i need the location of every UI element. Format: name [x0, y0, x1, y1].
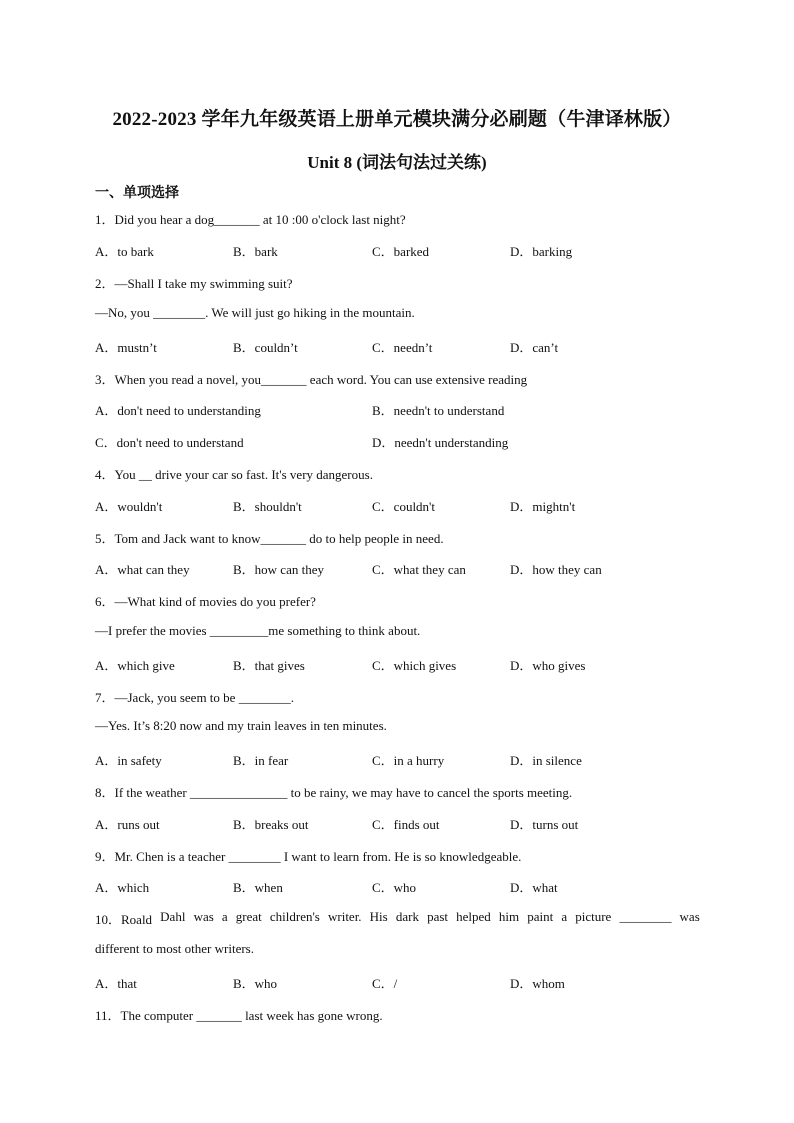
- question-4-option-b[interactable]: B．shouldn't: [233, 499, 302, 514]
- question-1-option-b[interactable]: B．bark: [233, 244, 278, 259]
- question-9-option-b[interactable]: B．when: [233, 880, 283, 895]
- stem-word: children's: [269, 909, 320, 924]
- question-9-option-a[interactable]: A．which: [95, 880, 150, 895]
- stem-word: him: [498, 909, 520, 924]
- section-heading: 一、单项选择: [95, 185, 179, 201]
- stem-word: picture: [575, 909, 612, 924]
- question-1-option-c[interactable]: C．barked: [372, 244, 430, 259]
- question-10-stem: [95, 909, 700, 928]
- stem-word: was: [193, 909, 214, 924]
- question-4-option-a[interactable]: A．wouldn't: [95, 499, 163, 514]
- question-10-option-c[interactable]: C．/: [372, 976, 398, 991]
- question-2-option-b[interactable]: B．couldn’t: [233, 340, 298, 355]
- question-6-option-c[interactable]: C．which gives: [372, 658, 457, 673]
- question-2-response: —No, you ________. We will just go hiking in the mountain.: [95, 305, 415, 320]
- question-7-option-a[interactable]: A．in safety: [95, 753, 162, 768]
- question-9-stem: 9．Mr. Chen is a teacher ________ I want to learn from. He is so knowledgeable.: [95, 849, 522, 864]
- question-6-response: —I prefer the movies _________me something to think about.: [95, 623, 421, 638]
- question-7-option-b[interactable]: B．in fear: [233, 753, 289, 768]
- question-7-option-c[interactable]: C．in a hurry: [372, 753, 445, 768]
- question-6-option-a[interactable]: A．which give: [95, 658, 175, 673]
- question-6-option-d[interactable]: D．who gives: [510, 658, 586, 673]
- question-3-option-b[interactable]: B．needn't to understand: [372, 403, 505, 418]
- question-7-response: —Yes. It’s 8:20 now and my train leaves in ten minutes.: [95, 718, 387, 733]
- answer-blank: ________: [619, 909, 672, 924]
- question-1-stem: 1．Did you hear a dog_______ at 10 :00 o'clock last night?: [95, 212, 406, 227]
- document-subtitle: Unit 8 (词法句法过关练): [307, 153, 487, 172]
- stem-word: past: [427, 909, 449, 924]
- question-2-option-a[interactable]: A．mustn’t: [95, 340, 157, 355]
- document-title: 2022-2023 学年九年级英语上册单元模块满分必刷题（牛津译林版）: [112, 109, 682, 130]
- question-4-option-d[interactable]: D．mightn't: [510, 499, 576, 514]
- stem-word: was: [679, 909, 700, 924]
- question-8-option-a[interactable]: A．runs out: [95, 817, 160, 832]
- question-9-option-d[interactable]: D．what: [510, 880, 558, 895]
- question-10-option-a[interactable]: A．that: [95, 976, 137, 991]
- question-7-stem: 7．—Jack, you seem to be ________.: [95, 690, 294, 705]
- question-8-option-b[interactable]: B．breaks out: [233, 817, 309, 832]
- question-4-stem: 4．You __ drive your car so fast. It's very dangerous.: [95, 467, 373, 482]
- question-2-stem: 2．—Shall I take my swimming suit?: [95, 276, 293, 291]
- stem-word: great: [235, 909, 262, 924]
- question-10-continuation: different to most other writers.: [95, 941, 254, 956]
- question-7-option-d[interactable]: D．in silence: [510, 753, 582, 768]
- question-8-option-c[interactable]: C．finds out: [372, 817, 440, 832]
- question-3-option-c[interactable]: C．don't need to understand: [95, 435, 244, 450]
- question-8-option-d[interactable]: D．turns out: [510, 817, 579, 832]
- question-8-stem: 8．If the weather _______________ to be rainy, we may have to cancel the sports meeting.: [95, 785, 573, 800]
- question-2-option-d[interactable]: D．can’t: [510, 340, 559, 355]
- question-2-option-c[interactable]: C．needn’t: [372, 340, 433, 355]
- stem-word: writer.: [327, 909, 362, 924]
- stem-word: His: [369, 909, 388, 924]
- question-3-option-a[interactable]: A．don't need to understanding: [95, 403, 261, 418]
- question-10-option-d[interactable]: D．whom: [510, 976, 565, 991]
- question-6-option-b[interactable]: B．that gives: [233, 658, 305, 673]
- stem-word: paint: [527, 909, 554, 924]
- question-6-stem: 6．—What kind of movies do you prefer?: [95, 594, 316, 609]
- stem-word: Dahl: [160, 909, 186, 924]
- question-1-option-a[interactable]: A．to bark: [95, 244, 154, 259]
- stem-word: a: [221, 909, 228, 924]
- question-5-stem: 5．Tom and Jack want to know_______ do to help people in need.: [95, 531, 444, 546]
- question-10-option-b[interactable]: B．who: [233, 976, 278, 991]
- stem-word: a: [561, 909, 568, 924]
- stem-word: helped: [456, 909, 491, 924]
- question-3-stem: 3．When you read a novel, you_______ each word. You can use extensive reading: [95, 372, 528, 387]
- question-5-option-d[interactable]: D．how they can: [510, 562, 602, 577]
- question-4-option-c[interactable]: C．couldn't: [372, 499, 436, 514]
- question-1-option-d[interactable]: D．barking: [510, 244, 573, 259]
- question-5-option-c[interactable]: C．what they can: [372, 562, 466, 577]
- question-9-option-c[interactable]: C．who: [372, 880, 417, 895]
- question-11-stem: 11．The computer _______ last week has gone wrong.: [95, 1008, 383, 1023]
- question-5-option-b[interactable]: B．how can they: [233, 562, 324, 577]
- question-5-option-a[interactable]: A．what can they: [95, 562, 190, 577]
- question-3-option-d[interactable]: D．needn't understanding: [372, 435, 509, 450]
- stem-word: 10．Roald: [95, 912, 153, 927]
- stem-word: dark: [395, 909, 419, 924]
